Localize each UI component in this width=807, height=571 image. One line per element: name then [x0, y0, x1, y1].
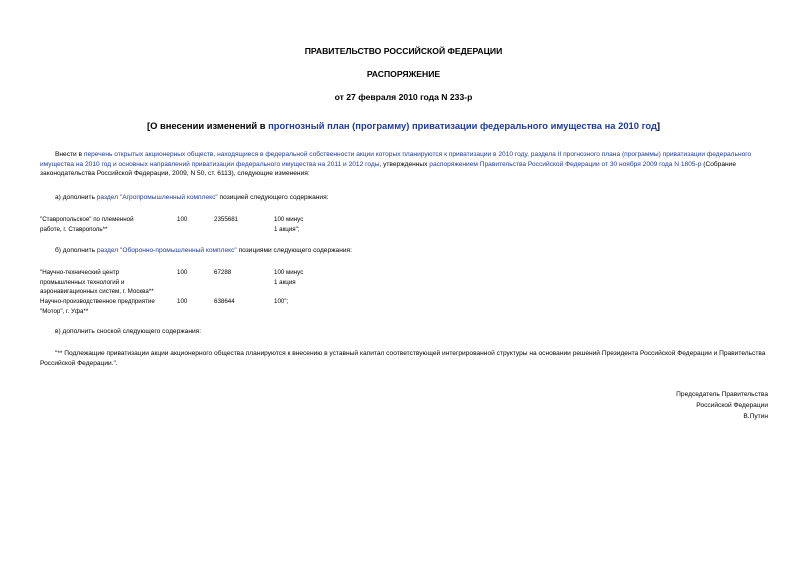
signature-country: Российской Федерации: [696, 402, 768, 409]
table-b-row2-num: 638644: [214, 298, 235, 305]
document-type: РАСПОРЯЖЕНИЕ: [366, 69, 441, 79]
table-b-row1-name: "Научно-технический центр промышленных технологий и аэронавигационных систем, г. Москва**: [40, 269, 154, 296]
intro-text-2: , утвержденных: [379, 160, 430, 168]
table-b-row1-num: 67288: [214, 269, 232, 276]
item-b-text-1: б) дополнить: [55, 247, 97, 254]
title-open: [О внесении изменений в: [146, 120, 269, 131]
table-a-pct: 100: [177, 216, 188, 223]
table-b-row2-name: Научно-производственное предприятие "Мотор", г. Уфа**: [40, 298, 155, 315]
table-b-row2-pct: 100: [177, 298, 188, 305]
intro-link-list[interactable]: перечень открытых акционерных обществ, находящиеся в федеральной собственности акции которых планируются к приватизации в 2010 году, раздела II прогнозного плана (программы) приватизации федерального имущества на 2010 год и основных направлений приватизации федерального имущества на 2011 и 2012 годы: [40, 151, 752, 168]
item-b-text-2: позициями следующего содержания:: [236, 247, 352, 254]
item-a: [55, 193, 328, 203]
signature-block: [676, 389, 768, 422]
table-a-num: 2355681: [214, 216, 239, 223]
table-a-name: "Ставропольское" по племенной работе, г. Ставрополь**: [40, 216, 134, 233]
table-b-row1-pct: 100: [177, 269, 188, 276]
table-b-row1-note: 100 минус 1 акция: [274, 269, 304, 286]
intro-paragraph: [40, 150, 770, 179]
footnote-paragraph: "** Подлежащие приватизации акции акционерного общества планируются к внесению в уставный капитал соответствующей интегрированной структуры на основании решений Президента Российской Федерации и Правительства Российской Федерации.".: [40, 350, 766, 367]
table-b-row2-note: 100";: [274, 298, 289, 305]
intro-link-order[interactable]: распоряжением Правительства Российской Федерации от 30 ноября 2009 года N 1805-р: [429, 160, 702, 168]
title-close: ]: [656, 120, 661, 131]
government-header: ПРАВИТЕЛЬСТВО РОССИЙСКОЙ ФЕДЕРАЦИИ: [304, 46, 503, 56]
item-b-link[interactable]: раздел "Оборонно-промышленный комплекс": [96, 247, 237, 254]
signature-position: Председатель Правительства: [676, 391, 768, 398]
table-a-note: 100 минус 1 акция";: [274, 216, 304, 233]
item-a-link[interactable]: раздел "Агропромышленный комплекс": [96, 194, 218, 201]
title-link[interactable]: прогнозный план (программу) приватизации федерального имущества на 2010 год: [268, 120, 657, 131]
item-c: в) дополнить сноской следующего содержания:: [55, 328, 202, 335]
document-date-number: от 27 февраля 2010 года N 233-р: [334, 92, 473, 102]
document-title: [0, 120, 807, 131]
intro-text-3: (Собрание законодательства Российской Федерации, 2009, N 50, ст. 6113), следующие изменения:: [40, 160, 736, 177]
intro-text-1: Внести в: [55, 151, 84, 158]
item-a-text-1: а) дополнить: [55, 194, 97, 201]
signature-name: В.Путин: [743, 413, 768, 420]
item-b: [55, 246, 352, 256]
item-a-text-2: позицией следующего содержания:: [217, 194, 329, 201]
